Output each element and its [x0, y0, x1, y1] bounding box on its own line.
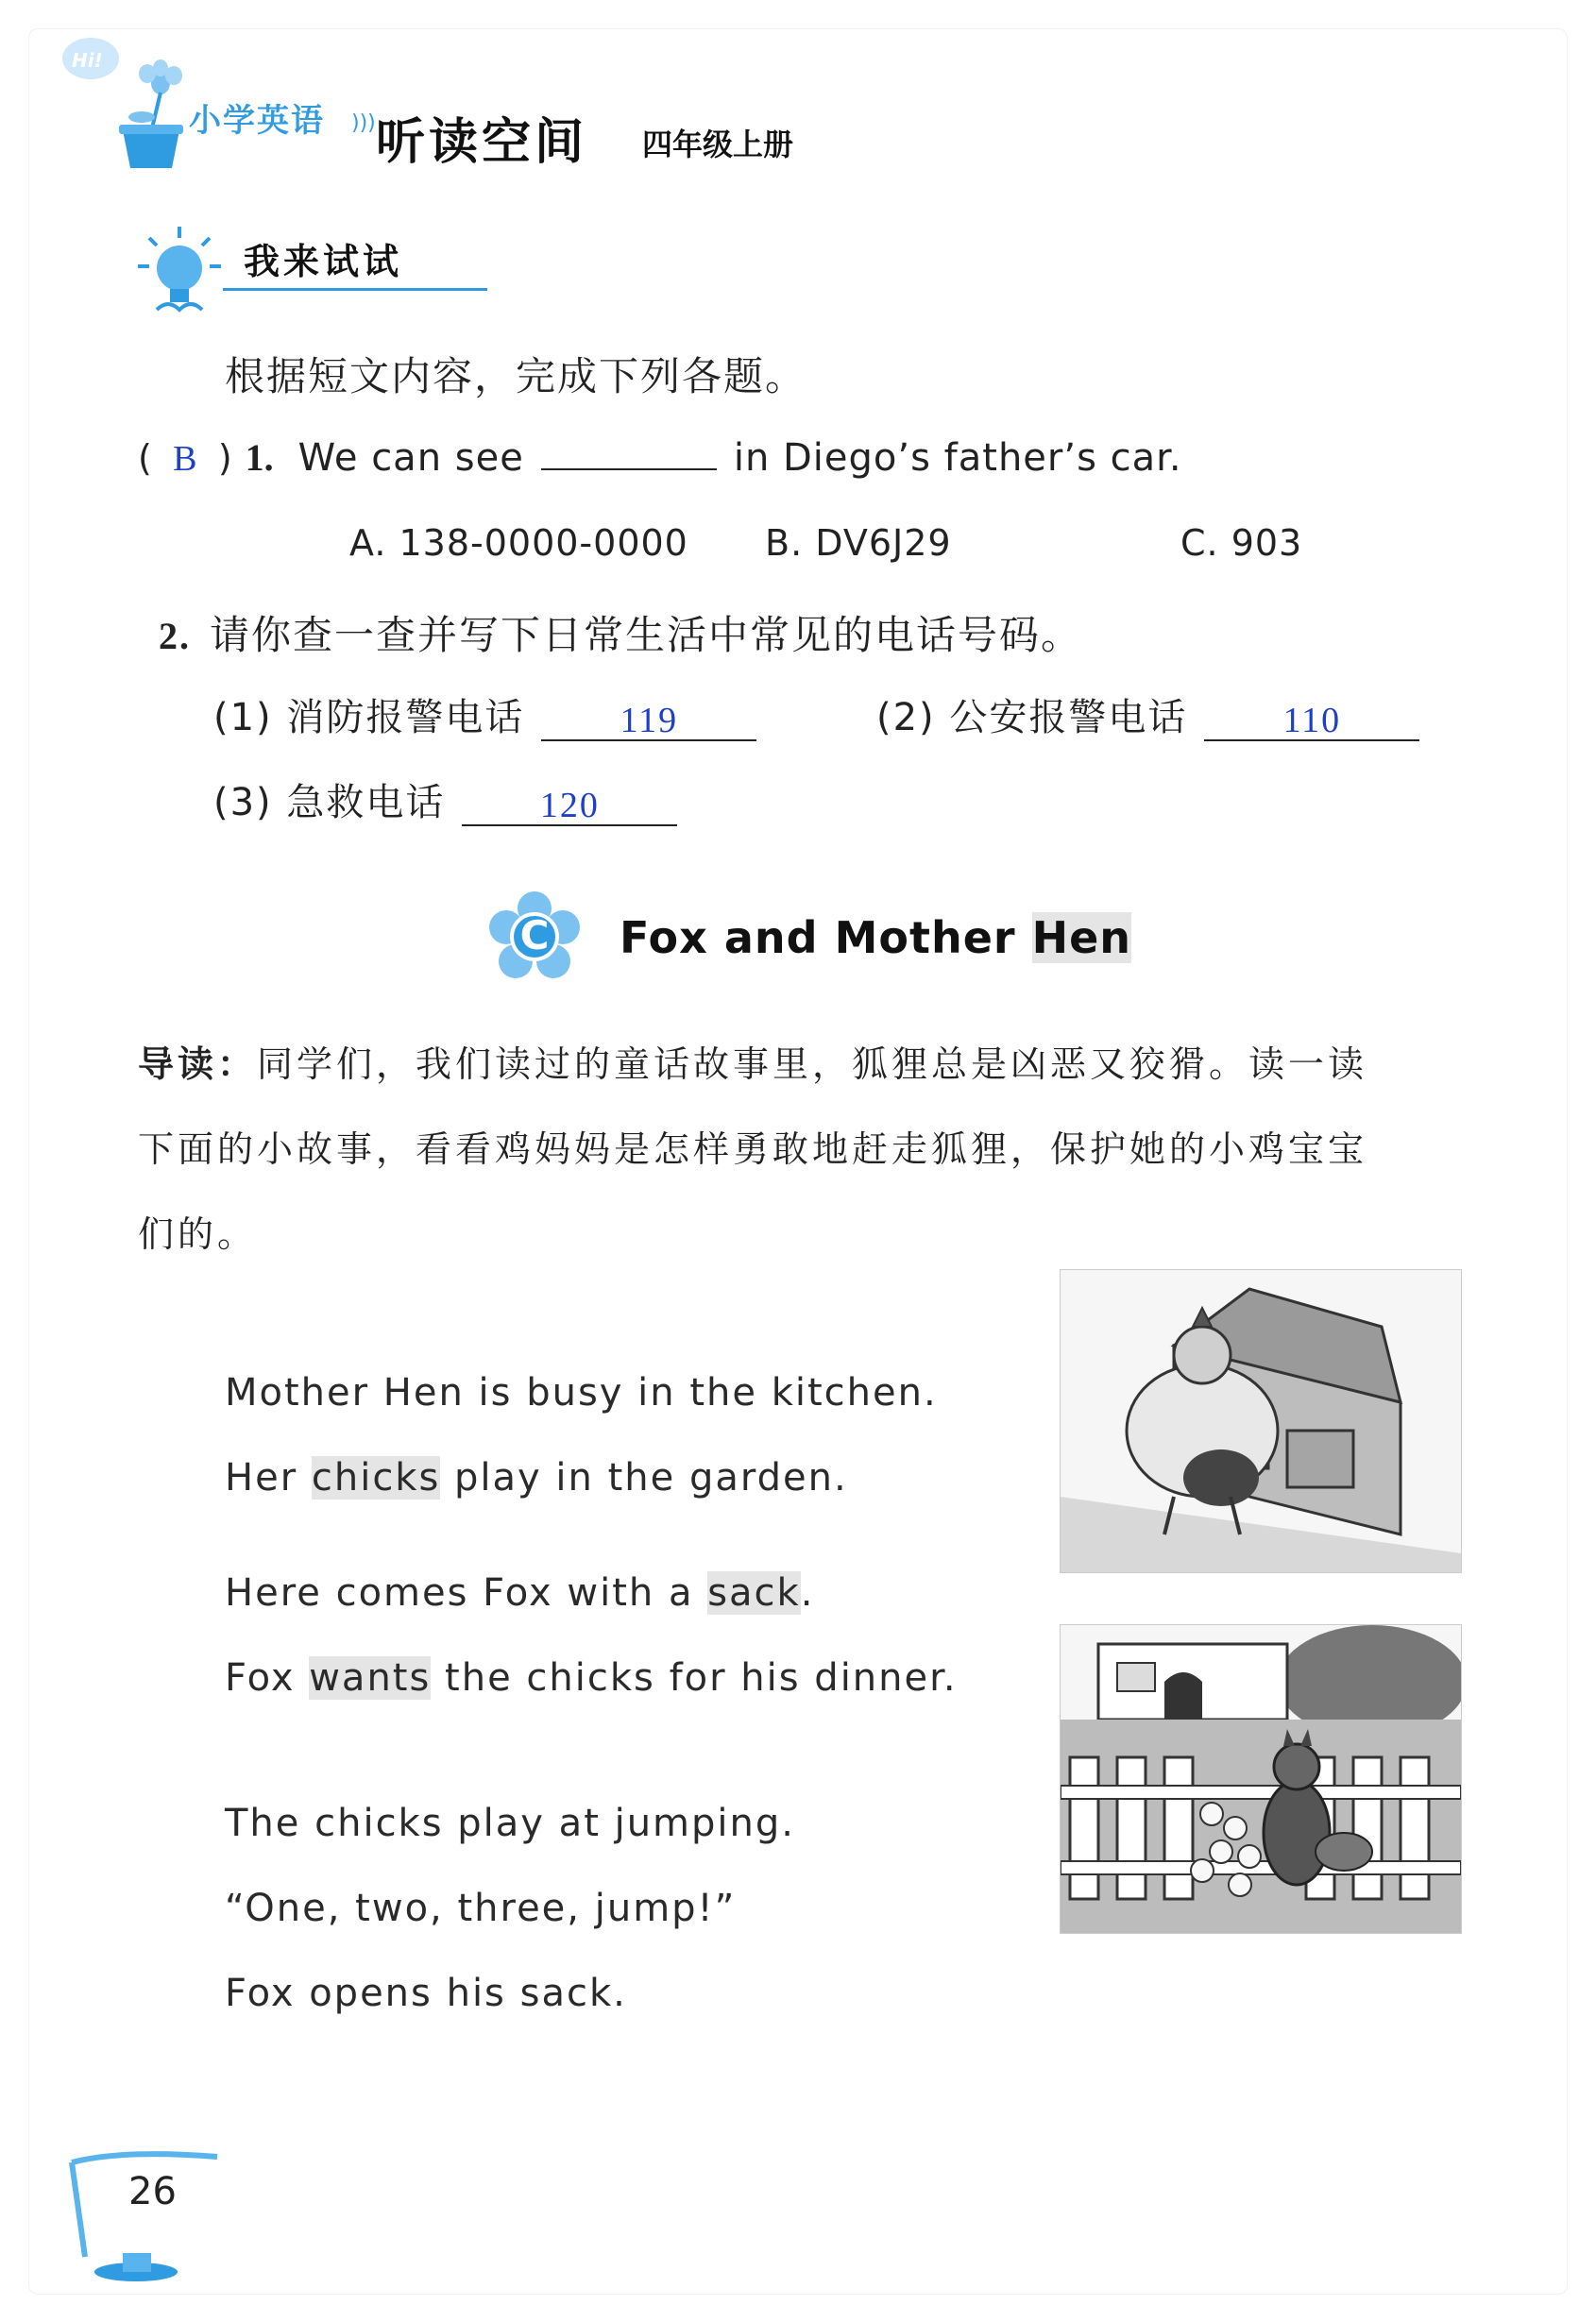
- section-title: 我来试试: [244, 241, 403, 282]
- story-line: [225, 1656, 958, 1700]
- question-1: [138, 434, 1182, 480]
- story-title-highlight: Hen: [1031, 912, 1132, 963]
- guide-text: 同学们，我们读过的童话故事里，狐狸总是凶恶又狡猾。读一读: [257, 1043, 1368, 1085]
- answer-paren-close: ): [217, 437, 232, 479]
- answer-paren-open: (: [138, 437, 152, 479]
- story-text: Fox: [225, 1656, 310, 1700]
- story-title-main: Fox and Mother: [620, 912, 1032, 963]
- section-underline: [223, 288, 487, 291]
- guide-line-2: 下面的小故事，看看鸡妈妈是怎样勇敢地赶走狐狸，保护她的小鸡宝宝: [138, 1128, 1368, 1170]
- phone-answer-fill[interactable]: 110: [1204, 702, 1419, 741]
- section-c-letter: C: [519, 912, 550, 958]
- grade-label: 四年级上册: [642, 127, 794, 162]
- phone-answer-fill[interactable]: 119: [541, 702, 756, 741]
- story-line: [225, 1456, 848, 1500]
- phone-item-ambulance: [213, 772, 677, 826]
- option-a: A. 138-0000-0000: [349, 522, 688, 564]
- answer-choice: B: [173, 439, 197, 479]
- story-text: .: [800, 1571, 815, 1615]
- story-line: The chicks play at jumping.: [225, 1802, 795, 1845]
- page-number-pot-icon: [66, 2144, 227, 2285]
- vocab-highlight: chicks: [311, 1456, 441, 1500]
- sound-wave-icon: ))): [351, 111, 376, 135]
- vocab-highlight: wants: [309, 1656, 432, 1700]
- question-2-prompt: 请你查一查并写下日常生活中常见的电话号码。: [210, 612, 1083, 658]
- answer-blank[interactable]: [541, 434, 717, 470]
- phone-item-label: (3) 急救电话: [213, 781, 446, 824]
- story-line: Mother Hen is busy in the kitchen.: [225, 1371, 938, 1415]
- hi-badge-text: Hi!: [72, 49, 103, 72]
- question-number: 2.: [159, 615, 191, 657]
- question-stem-end: in Diego’s father’s car.: [733, 436, 1182, 480]
- story-title: [620, 912, 1131, 963]
- instruction-text: 根据短文内容，完成下列各题。: [225, 353, 807, 399]
- option-c: C. 903: [1180, 522, 1303, 564]
- story-text: Here comes Fox with a: [225, 1571, 708, 1615]
- page-number: 26: [128, 2170, 177, 2213]
- book-title: 听读空间: [376, 114, 588, 171]
- phone-item-fire: [213, 687, 756, 741]
- question-stem-start: We can see: [297, 436, 524, 480]
- series-name: 小学英语: [189, 102, 325, 140]
- option-b: B. DV6J29: [765, 522, 952, 564]
- story-line: “One, two, three, jump!”: [225, 1887, 737, 1930]
- hen-kitchen-illustration: [1060, 1269, 1462, 1573]
- question-number: 1.: [245, 436, 274, 479]
- story-text: Her: [225, 1456, 312, 1500]
- story-line: [225, 1571, 814, 1615]
- story-line: Fox opens his sack.: [225, 1972, 627, 2015]
- phone-item-label: (2) 公安报警电话: [876, 696, 1188, 739]
- story-text: play in the garden.: [440, 1456, 848, 1500]
- fox-garden-illustration: [1060, 1624, 1462, 1934]
- guide-line-3: 们的。: [138, 1213, 258, 1255]
- guide-line-1: [138, 1035, 1460, 1087]
- question-2: [159, 604, 1082, 661]
- phone-answer-fill[interactable]: 120: [462, 787, 677, 826]
- lightbulb-icon: [134, 223, 225, 317]
- guide-label: 导读：: [138, 1043, 258, 1085]
- story-text: the chicks for his dinner.: [431, 1656, 958, 1700]
- phone-item-police: [876, 687, 1419, 741]
- vocab-highlight: sack: [707, 1571, 801, 1615]
- phone-item-label: (1) 消防报警电话: [213, 696, 525, 739]
